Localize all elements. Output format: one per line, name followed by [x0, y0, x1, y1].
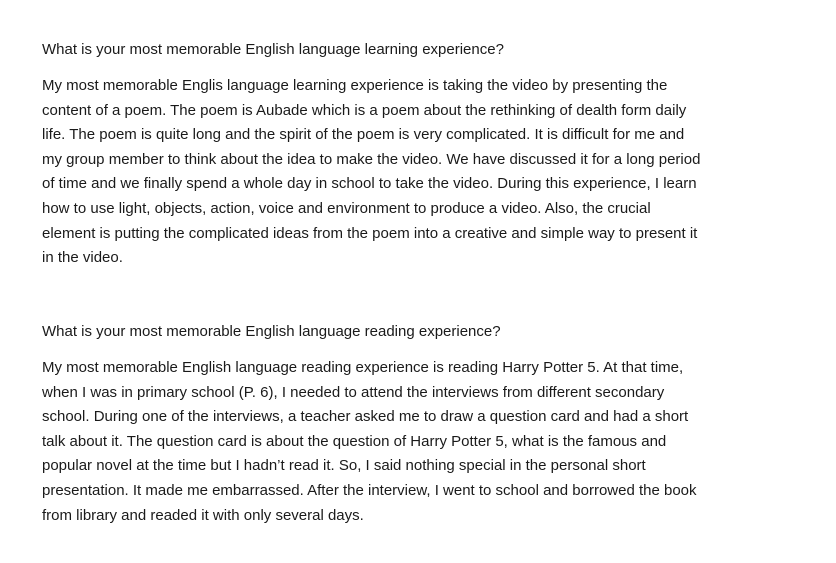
answer-line: popular novel at the time but I hadn’t read it. So, I said nothing special in the personal short [42, 457, 646, 475]
question-heading-learning: What is your most memorable English language learning experience? [42, 41, 504, 58]
answer-line: my group member to think about the idea to make the video. We have discussed it for a long period [42, 150, 701, 168]
answer-line: element is putting the complicated ideas from the poem into a creative and simple way to present it [42, 224, 698, 242]
answer-line: My most memorable English language reading experience is reading Harry Potter 5. At that time, [42, 359, 684, 376]
answer-line: school. During one of the interviews, a teacher asked me to draw a question card and had a short [42, 408, 689, 426]
answer-line: from library and readed it with only several days. [42, 506, 364, 524]
answer-line: My most memorable Englis language learning experience is taking the video by presenting the [42, 77, 668, 94]
answer-line: of time and we finally spend a whole day in school to take the video. During this experience, I learn [42, 175, 697, 193]
answer-line: life. The poem is quite long and the spirit of the poem is very complicated. It is difficult for me and [42, 126, 685, 144]
answer-paragraph-learning [42, 74, 802, 271]
learning-experience-section [42, 38, 802, 271]
reading-experience-section [42, 320, 802, 528]
answer-line: talk about it. The question card is about the question of Harry Potter 5, what is the famous and [42, 432, 667, 450]
answer-line: content of a poem. The poem is Aubade which is a poem about the rethinking of dealth form daily [42, 101, 687, 119]
answer-line: how to use light, objects, action, voice and environment to produce a video. Also, the crucial [42, 199, 651, 217]
question-heading-reading: What is your most memorable English language reading experience? [42, 323, 501, 340]
answer-line: when I was in primary school (P. 6), I needed to attend the interviews from different secondary [42, 383, 665, 401]
answer-line: in the video. [42, 249, 123, 267]
answer-paragraph-reading [42, 356, 802, 528]
answer-line: presentation. It made me embarrassed. After the interview, I went to school and borrowed the book [42, 481, 697, 499]
